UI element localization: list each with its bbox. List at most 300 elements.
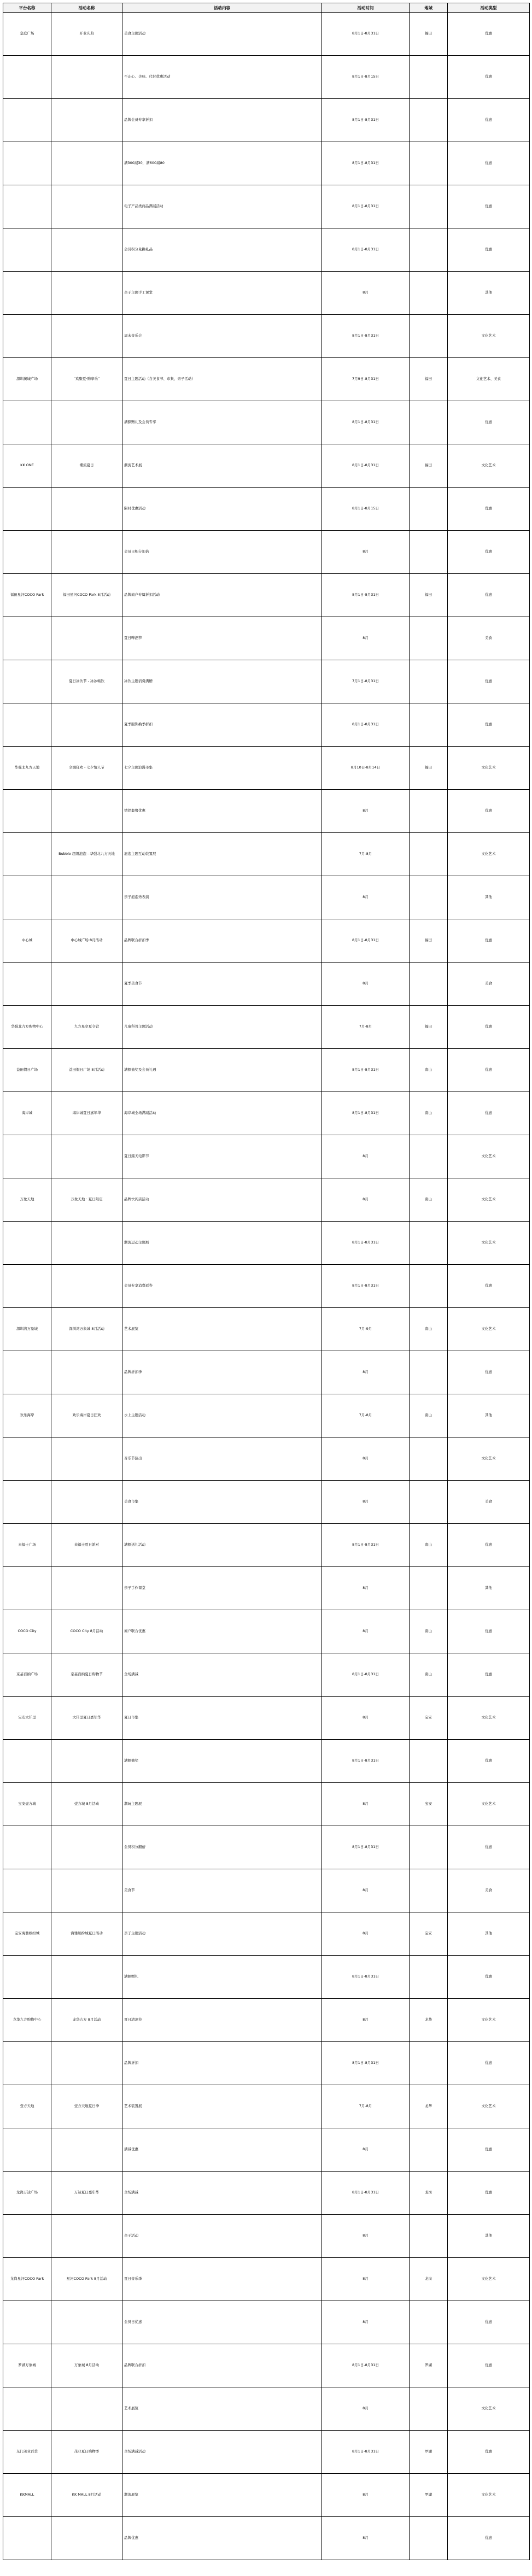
event-cell [51, 56, 122, 99]
area-cell [410, 2042, 448, 2085]
time-cell: 8月 [322, 1869, 410, 1912]
table-row [3, 2344, 530, 2387]
content-cell: 满减优惠 [122, 2128, 322, 2172]
time-cell: 8月 [322, 1999, 410, 2042]
area-cell: 南山 [410, 1394, 448, 1437]
header-row [3, 3, 530, 13]
area-cell [410, 963, 448, 1006]
content-cell: 亲子主题活动 [122, 1912, 322, 1956]
category-cell: 优惠 [448, 2172, 530, 2215]
time-cell: 8月1日-8月31日 [322, 1524, 410, 1567]
event-cell: 九方星空夏令营 [51, 1006, 122, 1049]
category-cell: 美食 [448, 1869, 530, 1912]
category-cell: 优惠 [448, 401, 530, 444]
content-cell: 夏日主题活动（含美食节、市集、亲子活动） [122, 358, 322, 401]
content-cell: 会员积分翻倍 [122, 1826, 322, 1869]
event-cell: 全城狂欢 - 七夕情人节 [51, 747, 122, 790]
area-cell [410, 2517, 448, 2560]
category-cell: 其他 [448, 272, 530, 315]
event-cell: 欢乐海岸夏日狂欢 [51, 1394, 122, 1437]
category-cell: 文化艺术 [448, 1308, 530, 1351]
time-cell: 8月10日-8月14日 [322, 747, 410, 790]
event-cell [51, 790, 122, 833]
area-cell [410, 488, 448, 531]
mall-cell: 宝安壹方城 [3, 1783, 51, 1826]
time-cell: 8月 [322, 272, 410, 315]
mall-cell [3, 401, 51, 444]
area-cell [410, 185, 448, 228]
time-cell: 7月-8月 [322, 2085, 410, 2128]
event-cell: 潮流夏日 [51, 444, 122, 488]
time-cell: 8月1日-8月31日 [322, 2172, 410, 2215]
area-cell [410, 272, 448, 315]
table-row [3, 1826, 530, 1869]
area-cell: 南山 [410, 1524, 448, 1567]
area-cell: 龙华 [410, 1999, 448, 2042]
table-row [3, 963, 530, 1006]
content-cell: 亲子主题手工课堂 [122, 272, 322, 315]
time-cell: 8月 [322, 1697, 410, 1740]
table-row [3, 2474, 530, 2517]
event-cell [51, 531, 122, 574]
time-cell: 8月 [322, 790, 410, 833]
area-cell [410, 660, 448, 703]
mall-cell: 京基百纳广场 [3, 1653, 51, 1697]
time-cell: 8月1日-8月31日 [322, 2042, 410, 2085]
area-cell [410, 790, 448, 833]
area-cell [410, 1869, 448, 1912]
mall-cell [3, 2042, 51, 2085]
time-cell: 8月 [322, 1912, 410, 1956]
category-cell: 文化艺术 [448, 833, 530, 876]
category-cell: 优惠 [448, 2042, 530, 2085]
mall-cell: 龙岗星河COCO Park [3, 2258, 51, 2301]
table-row [3, 1308, 530, 1351]
event-cell: 龙华九方 8月活动 [51, 1999, 122, 2042]
content-cell: 情侣套餐优惠 [122, 790, 322, 833]
area-cell: 龙华 [410, 2085, 448, 2128]
time-cell: 8月 [322, 1437, 410, 1481]
table-row [3, 315, 530, 358]
category-cell: 文化艺术 [448, 2474, 530, 2517]
content-cell: 夏日音乐季 [122, 2258, 322, 2301]
category-cell: 优惠 [448, 1049, 530, 1092]
mall-cell [3, 315, 51, 358]
content-cell: 亲子手作课堂 [122, 1567, 322, 1610]
mall-cell [3, 142, 51, 185]
content-cell: 不止心、美味、代付优惠活动 [122, 56, 322, 99]
table-row [3, 1222, 530, 1265]
area-cell [410, 2301, 448, 2344]
category-cell: 其他 [448, 1567, 530, 1610]
time-cell: 8月 [322, 963, 410, 1006]
event-cell [51, 1869, 122, 1912]
content-cell: 夏日露天电影节 [122, 1135, 322, 1178]
area-cell: 南山 [410, 1092, 448, 1135]
category-cell: 优惠 [448, 488, 530, 531]
table-row [3, 1869, 530, 1912]
table-row [3, 488, 530, 531]
event-cell: 万象天地 · 夏日限定 [51, 1178, 122, 1222]
content-cell: 夏日清凉节 [122, 1999, 322, 2042]
table-row [3, 1697, 530, 1740]
category-cell: 文化艺术 [448, 1178, 530, 1222]
event-cell [51, 1740, 122, 1783]
area-cell: 福田 [410, 444, 448, 488]
time-cell: 8月1日-8月31日 [322, 1826, 410, 1869]
mall-cell: 欢乐海岸 [3, 1394, 51, 1437]
table-row [3, 228, 530, 272]
time-cell: 8月1日-8月31日 [322, 1653, 410, 1697]
event-cell [51, 1567, 122, 1610]
event-cell [51, 1351, 122, 1394]
time-cell: 8月1日-8月31日 [322, 401, 410, 444]
event-cell: 海岸城夏日嘉年华 [51, 1092, 122, 1135]
table-row [3, 1265, 530, 1308]
area-cell [410, 1222, 448, 1265]
table-row [3, 531, 530, 574]
table-row [3, 142, 530, 185]
time-cell: 8月1日-8月31日 [322, 1222, 410, 1265]
content-cell: 会员积分兑换礼品 [122, 228, 322, 272]
content-cell: 潮流运动主题展 [122, 1222, 322, 1265]
header-mall: 平台名称 [3, 3, 51, 13]
table-row [3, 1135, 530, 1178]
content-cell: 会员专享消费返券 [122, 1265, 322, 1308]
content-cell: 品牌联合折扣 [122, 2344, 322, 2387]
content-cell: 全场满减活动 [122, 2431, 322, 2474]
table-row [3, 1092, 530, 1135]
table-row [3, 99, 530, 142]
time-cell: 8月 [322, 617, 410, 660]
category-cell: 优惠 [448, 2128, 530, 2172]
mall-cell: 深圳湾万象城 [3, 1308, 51, 1351]
area-cell [410, 1437, 448, 1481]
mall-cell [3, 963, 51, 1006]
mall-cell [3, 272, 51, 315]
area-cell [410, 1481, 448, 1524]
category-cell: 优惠 [448, 1956, 530, 1999]
time-cell: 7月-8月 [322, 833, 410, 876]
table-row [3, 1351, 530, 1394]
area-cell [410, 833, 448, 876]
time-cell: 8月1日-8月31日 [322, 1092, 410, 1135]
area-cell [410, 531, 448, 574]
table-row [3, 660, 530, 703]
category-cell: 优惠 [448, 574, 530, 617]
mall-cell [3, 2301, 51, 2344]
event-cell: 大仟里夏日嘉年华 [51, 1697, 122, 1740]
content-cell: 商户联合优惠 [122, 1610, 322, 1653]
content-cell: 品牌折扣 [122, 2042, 322, 2085]
event-cell [51, 272, 122, 315]
content-cell: 品牌折扣季 [122, 1351, 322, 1394]
content-cell: 会员日优惠 [122, 2301, 322, 2344]
event-cell: 壹方城 8月活动 [51, 1783, 122, 1826]
category-cell: 优惠 [448, 1610, 530, 1653]
mall-cell [3, 1222, 51, 1265]
area-cell: 福田 [410, 747, 448, 790]
category-cell: 优惠 [448, 919, 530, 963]
area-cell [410, 1135, 448, 1178]
content-cell: 亲子泡泡秀表演 [122, 876, 322, 919]
content-cell: 限时优惠活动 [122, 488, 322, 531]
area-cell: 南山 [410, 1653, 448, 1697]
mall-cell: 中心城 [3, 919, 51, 963]
area-cell [410, 1567, 448, 1610]
content-cell: 艺术展览 [122, 2387, 322, 2431]
category-cell: 文化艺术 [448, 1999, 530, 2042]
area-cell: 福田 [410, 574, 448, 617]
time-cell: 8月1日-8月31日 [322, 2344, 410, 2387]
area-cell: 宝安 [410, 1783, 448, 1826]
event-cell [51, 401, 122, 444]
table-row [3, 1653, 530, 1697]
event-cell [51, 142, 122, 185]
table-row [3, 2387, 530, 2431]
mall-cell [3, 99, 51, 142]
time-cell: 8月 [322, 1178, 410, 1222]
category-cell: 优惠 [448, 790, 530, 833]
area-cell [410, 1740, 448, 1783]
event-cell: 深圳湾万象城 8月活动 [51, 1308, 122, 1351]
content-cell: 潮玩主题展 [122, 1783, 322, 1826]
event-cell: 京基百纳夏日购物节 [51, 1653, 122, 1697]
event-cell [51, 1956, 122, 1999]
mall-cell: 来福士广场 [3, 1524, 51, 1567]
time-cell: 8月1日-8月31日 [322, 99, 410, 142]
area-cell [410, 1351, 448, 1394]
table-row [3, 56, 530, 99]
area-cell [410, 1956, 448, 1999]
category-cell: 优惠 [448, 531, 530, 574]
event-cell [51, 2128, 122, 2172]
event-schedule-table [3, 3, 530, 2560]
event-cell: 茂业夏日购物季 [51, 2431, 122, 2474]
area-cell: 福田 [410, 919, 448, 963]
table-row [3, 1178, 530, 1222]
category-cell: 优惠 [448, 2344, 530, 2387]
mall-cell [3, 185, 51, 228]
table-row [3, 2215, 530, 2258]
time-cell: 8月 [322, 2215, 410, 2258]
event-cell [51, 1481, 122, 1524]
category-cell: 文化艺术 [448, 2258, 530, 2301]
time-cell: 7月9日-8月31日 [322, 358, 410, 401]
event-cell [51, 1222, 122, 1265]
table-row [3, 401, 530, 444]
event-cell [51, 2042, 122, 2085]
table-row [3, 1740, 530, 1783]
area-cell: 南山 [410, 1610, 448, 1653]
mall-cell: 壹方天地 [3, 2085, 51, 2128]
time-cell: 8月1日-8月31日 [322, 444, 410, 488]
table-row [3, 185, 530, 228]
area-cell [410, 876, 448, 919]
mall-cell [3, 660, 51, 703]
mall-cell [3, 1567, 51, 1610]
mall-cell: 深圳奥城广场 [3, 358, 51, 401]
event-cell [51, 1826, 122, 1869]
category-cell: 文化艺术、美食 [448, 358, 530, 401]
mall-cell [3, 876, 51, 919]
category-cell: 优惠 [448, 2431, 530, 2474]
header-content: 活动内容 [122, 3, 322, 13]
time-cell: 8月 [322, 1783, 410, 1826]
mall-cell: KK ONE [3, 444, 51, 488]
mall-cell [3, 1826, 51, 1869]
content-cell: 夏日市集 [122, 1697, 322, 1740]
time-cell: 8月1日-8月31日 [322, 13, 410, 56]
area-cell: 宝安 [410, 1912, 448, 1956]
mall-cell: 宝安海雅缤纷城 [3, 1912, 51, 1956]
content-cell: 满额抽奖及会员礼遇 [122, 1049, 322, 1092]
category-cell: 优惠 [448, 1265, 530, 1308]
event-cell [51, 2517, 122, 2560]
mall-cell [3, 488, 51, 531]
category-cell: 美食 [448, 1481, 530, 1524]
event-cell: 夏日冰饮节 - 冰冰畅饮 [51, 660, 122, 703]
content-cell: 品牌联合折扣季 [122, 919, 322, 963]
event-cell: Bubble 超级泡泡 - 华强北九方天地 [51, 833, 122, 876]
mall-cell: 益田假日广场 [3, 1049, 51, 1092]
time-cell: 8月 [322, 2258, 410, 2301]
category-cell: 其他 [448, 1912, 530, 1956]
event-cell: 益田假日广场 8月活动 [51, 1049, 122, 1092]
category-cell: 优惠 [448, 2301, 530, 2344]
time-cell: 7月-8月 [322, 1006, 410, 1049]
header-category: 活动类型 [448, 3, 530, 13]
content-cell: 品牌商户专属折扣活动 [122, 574, 322, 617]
mall-cell: 华强北九方天地 [3, 747, 51, 790]
time-cell: 8月1日-8月31日 [322, 228, 410, 272]
category-cell: 优惠 [448, 142, 530, 185]
content-cell: 品牌会员专享折扣 [122, 99, 322, 142]
content-cell: 美食主题活动 [122, 13, 322, 56]
table-row [3, 2085, 530, 2128]
event-cell [51, 2215, 122, 2258]
content-cell: 海岸城全场满减活动 [122, 1092, 322, 1135]
event-cell: 万象城 8月活动 [51, 2344, 122, 2387]
table-row [3, 1999, 530, 2042]
category-cell: 优惠 [448, 1006, 530, 1049]
content-cell: 七夕主题浪漫市集 [122, 747, 322, 790]
area-cell [410, 1265, 448, 1308]
table-row [3, 1524, 530, 1567]
time-cell: 8月 [322, 1135, 410, 1178]
area-cell: 福田 [410, 1006, 448, 1049]
area-cell: 南山 [410, 1178, 448, 1222]
event-cell [51, 963, 122, 1006]
category-cell: 文化艺术 [448, 1437, 530, 1481]
table-row [3, 2172, 530, 2215]
mall-cell [3, 1135, 51, 1178]
time-cell: 8月1日-8月15日 [322, 56, 410, 99]
content-cell: 儿童科普主题活动 [122, 1006, 322, 1049]
event-cell: 福田星河COCO Park 8月活动 [51, 574, 122, 617]
table-row [3, 2042, 530, 2085]
area-cell [410, 703, 448, 747]
area-cell [410, 2128, 448, 2172]
mall-cell: KKMALL [3, 2474, 51, 2517]
area-cell: 罗湖 [410, 2474, 448, 2517]
category-cell: 优惠 [448, 660, 530, 703]
mall-cell [3, 1869, 51, 1912]
area-cell [410, 2215, 448, 2258]
table-row [3, 13, 530, 56]
mall-cell: 龙华九方购物中心 [3, 1999, 51, 2042]
mall-cell [3, 617, 51, 660]
event-cell: 海雅缤纷城夏日活动 [51, 1912, 122, 1956]
event-cell [51, 99, 122, 142]
category-cell: 文化艺术 [448, 1222, 530, 1265]
area-cell [410, 315, 448, 358]
event-cell: KK MALL 8月活动 [51, 2474, 122, 2517]
area-cell [410, 99, 448, 142]
event-cell: 壹方天地夏日季 [51, 2085, 122, 2128]
mall-cell [3, 1437, 51, 1481]
table-row [3, 272, 530, 315]
category-cell: 优惠 [448, 13, 530, 56]
mall-cell: 罗湖万象城 [3, 2344, 51, 2387]
content-cell: 泡泡主题互动装置展 [122, 833, 322, 876]
time-cell: 7月1日-8月31日 [322, 660, 410, 703]
area-cell [410, 1826, 448, 1869]
mall-cell: 皇庭广场 [3, 13, 51, 56]
content-cell: 艺术装置展 [122, 2085, 322, 2128]
time-cell: 8月 [322, 2301, 410, 2344]
category-cell: 优惠 [448, 1740, 530, 1783]
table-row [3, 1567, 530, 1610]
mall-cell: 万象天地 [3, 1178, 51, 1222]
header-time: 活动时间 [322, 3, 410, 13]
category-cell: 优惠 [448, 1826, 530, 1869]
table-row [3, 1394, 530, 1437]
content-cell: 亲子活动 [122, 2215, 322, 2258]
table-row [3, 2301, 530, 2344]
category-cell: 文化艺术 [448, 1135, 530, 1178]
content-cell: 艺术展览 [122, 1308, 322, 1351]
table-row [3, 1956, 530, 1999]
table-row [3, 2517, 530, 2560]
mall-cell [3, 790, 51, 833]
table-row [3, 1437, 530, 1481]
mall-cell: 海岸城 [3, 1092, 51, 1135]
content-cell: 夏季美食节 [122, 963, 322, 1006]
mall-cell [3, 1481, 51, 1524]
time-cell: 8月1日-8月31日 [322, 1049, 410, 1092]
table-row [3, 1006, 530, 1049]
category-cell: 其他 [448, 876, 530, 919]
table-row [3, 747, 530, 790]
table-row [3, 2431, 530, 2474]
content-cell: 美食节 [122, 1869, 322, 1912]
time-cell: 8月1日-8月31日 [322, 1740, 410, 1783]
area-cell [410, 56, 448, 99]
content-cell: 满300减30，满600减80 [122, 142, 322, 185]
table-row [3, 1912, 530, 1956]
area-cell [410, 2387, 448, 2431]
category-cell: 其他 [448, 2215, 530, 2258]
content-cell: 周末音乐会 [122, 315, 322, 358]
mall-cell [3, 1351, 51, 1394]
category-cell: 文化艺术 [448, 1783, 530, 1826]
table-row [3, 790, 530, 833]
table-row [3, 574, 530, 617]
table-row [3, 876, 530, 919]
mall-cell [3, 1265, 51, 1308]
time-cell: 8月1日-8月31日 [322, 1265, 410, 1308]
